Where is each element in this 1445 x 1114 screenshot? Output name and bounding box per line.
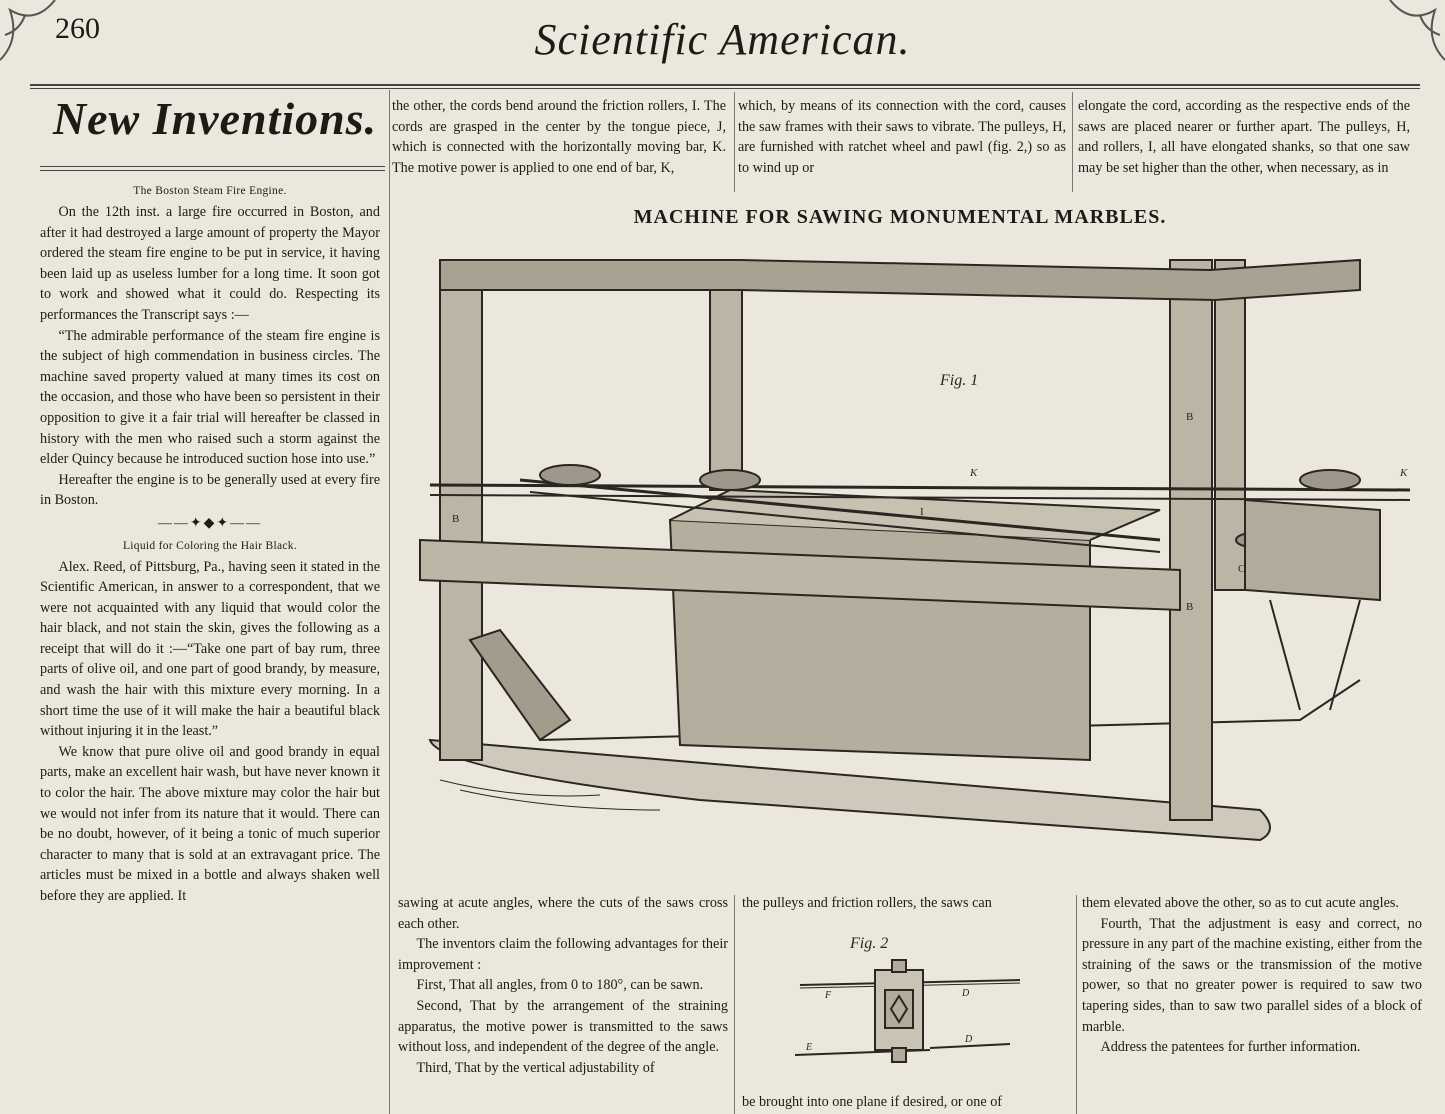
body-text: Second, That by the arrangement of the straining apparatus, the motive power is transmitted to the saws without loss, and independent of the degree of the angle. bbox=[398, 997, 728, 1056]
part-letter-b: B bbox=[1186, 601, 1194, 613]
part-letter-f: F bbox=[825, 990, 832, 1001]
body-text: The inventors claim the following advantages for their improvement : bbox=[398, 936, 728, 973]
part-letter-d: D bbox=[965, 1034, 973, 1045]
masthead: Scientific American. bbox=[534, 15, 911, 64]
corner-ornament-icon bbox=[0, 0, 70, 70]
column-rule bbox=[734, 92, 735, 192]
part-letter-e: E bbox=[806, 1042, 813, 1053]
part-letter-b: B bbox=[1186, 411, 1194, 423]
part-letter-k: K bbox=[970, 467, 978, 479]
marble-saw-machine-drawing bbox=[400, 240, 1440, 880]
section-title: New Inventions. bbox=[52, 93, 378, 144]
article-paragraph: Alex. Reed, of Pittsburg, Pa., having seen it stated in the Scientific American, in answer to a correspondent, that we were not acquainted with any liquid that would color the hair black, and not stain the skin, gives the following as a receipt that will do it :—“Take one part of bay rum, three parts of olive oil, and one part of good brandy, by measure, and wash the hair with this mixture every morning. In a short time the use of it will make the hair a beautiful black without injuring it in the least.” bbox=[40, 558, 380, 740]
header-rule bbox=[30, 84, 1420, 86]
header-rule-thin bbox=[30, 88, 1420, 89]
body-text: First, That all angles, from 0 to 180°, can be sawn. bbox=[416, 977, 704, 994]
corner-ornament-icon bbox=[1375, 0, 1445, 70]
bottom-column-1 bbox=[398, 893, 728, 1078]
body-text: be brought into one plane if desired, or one of bbox=[742, 1094, 1003, 1110]
left-column bbox=[40, 180, 380, 907]
body-text: sawing at acute angles, where the cuts of the saws cross each other. bbox=[398, 895, 728, 932]
top-column-1 bbox=[392, 96, 726, 178]
page-number: 260 bbox=[55, 12, 100, 45]
part-letter-k: K bbox=[1400, 467, 1408, 479]
ratchet-pulley-drawing bbox=[780, 930, 1040, 1065]
part-letter-d: D bbox=[962, 988, 970, 999]
article-paragraph: “The admirable performance of the steam fire engine is the subject of high commendation in business circles. The machine saved property valued at many times its cost on the occasion, and those who have been so persistent in their opposition to give it a fair trial will hereafter be classed in history with the men who raised such a storm against the elder Quincy because he introduced suction hose into use.” bbox=[40, 327, 380, 468]
body-text: Fourth, That the adjustment is easy and correct, no pressure in any part of the machine existing, either from the straining of the saws or the transmission of the motive power, so that no greater power is required to saw two tapering sides, than to saw two parallel sides of a block of marble. bbox=[1082, 915, 1422, 1035]
body-text: Address the patentees for further information. bbox=[1100, 1039, 1361, 1056]
part-letter-c: C bbox=[1238, 563, 1246, 575]
body-text: the pulleys and friction rollers, the saws can bbox=[742, 895, 992, 911]
column-rule bbox=[1072, 92, 1073, 192]
section-title-rule bbox=[40, 170, 385, 171]
bottom-column-2-bottom bbox=[742, 1092, 1070, 1113]
bottom-column-3 bbox=[1082, 893, 1422, 1058]
part-letter-b: B bbox=[452, 513, 460, 525]
illustration-title: MACHINE FOR SAWING MONUMENTAL MARBLES. bbox=[633, 206, 1167, 228]
body-text: elongate the cord, according as the respective ends of the saws are placed nearer or further apart. The pulleys, H, and rollers, I, all have elongated shanks, so that one saw may be set higher than the other, when necessary, as in bbox=[1078, 98, 1410, 176]
body-text: which, by means of its connection with the cord, causes the saw frames with their saws to vibrate. The pulleys, H, are furnished with ratchet wheel and pawl (fig. 2,) so as to wind up or bbox=[738, 98, 1066, 176]
article-paragraph: We know that pure olive oil and good brandy in equal parts, make an excellent hair wash, but have never known it to color the hair. The above mixture may color the hair but we would not infer from its nature that it would. There can be no doubt, however, of it being a tonic of much superior character to many that is sold at an extravagant price. The articles must be mixed in a bottle and always shaken well before they are applied. It bbox=[40, 743, 380, 904]
machine-illustration-fig1 bbox=[400, 240, 1440, 880]
article-paragraph: Hereafter the engine is to be generally used at every fire in Boston. bbox=[40, 471, 380, 509]
fig1-label: Fig. 1 bbox=[940, 372, 979, 389]
article-paragraph: On the 12th inst. a large fire occurred in Boston, and after it had destroyed a large amount of property the Mayor ordered the steam fire engine to be put in service, it having been laid up as useless lumber for a long time. It soon got to work and showed what it could do. Respecting its performances the Transcript says :— bbox=[40, 204, 380, 323]
article-headline: The Boston Steam Fire Engine. bbox=[133, 185, 287, 197]
column-rule bbox=[389, 90, 390, 1114]
top-column-3 bbox=[1078, 96, 1410, 178]
part-letter-i: I bbox=[920, 506, 924, 518]
column-rule bbox=[734, 895, 735, 1114]
body-text: Third, That by the vertical adjustability of bbox=[416, 1059, 655, 1076]
section-title-rule bbox=[40, 166, 385, 167]
column-rule bbox=[1076, 895, 1077, 1114]
body-text: them elevated above the other, so as to cut acute angles. bbox=[1082, 895, 1399, 911]
top-column-2 bbox=[738, 96, 1066, 178]
fig2-label: Fig. 2 bbox=[850, 935, 889, 952]
detail-illustration-fig2 bbox=[780, 930, 1040, 1065]
divider-ornament-icon: ——✦◆✦—— bbox=[157, 515, 263, 531]
body-text: the other, the cords bend around the friction rollers, I. The cords are grasped in the center by the tongue piece, J, which is connected with the horizontally moving bar, K. The motive power is applied to one end of bar, K, bbox=[392, 98, 726, 176]
bottom-column-2-top bbox=[742, 893, 1070, 914]
article-headline: Liquid for Coloring the Hair Black. bbox=[122, 539, 298, 552]
